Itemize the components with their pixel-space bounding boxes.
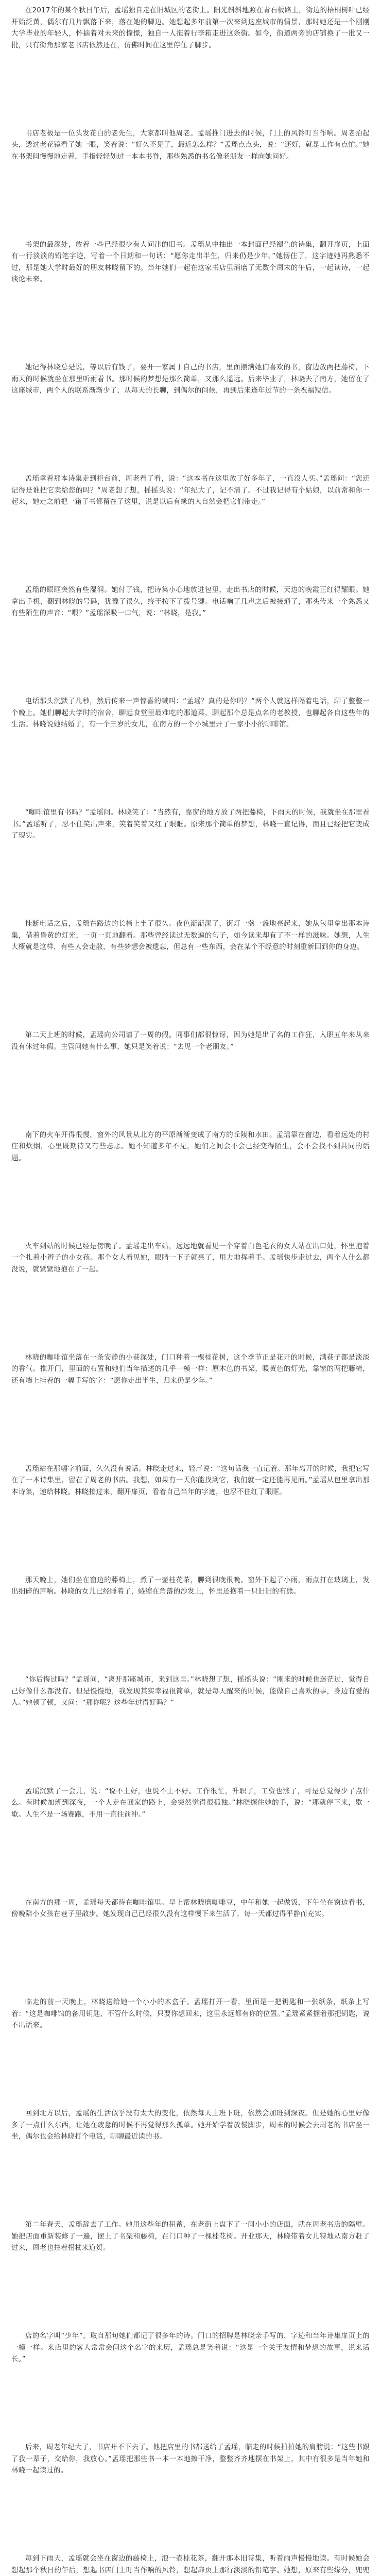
paragraph-18: 在南方的那一周，孟瑶每天都待在咖啡馆里。早上帮林晓磨咖啡豆，中午和她一起做饭，下午坐在窗边看书，傍晚陪小女孩在巷子里散步。她发现自己已经很久没有这样慢下来生活了，每一天都过得平静而充实。 [11,1899,370,1919]
paragraph-24: 每到下雨天，孟瑶就会坐在窗边的藤椅上，泡一壶桂花茶，翻开那本旧诗集，听着雨声慢慢地读。有时候她会想起那个秋日的午后，想起书店门上叮当作响的风铃，想起扉页上那行淡淡的铅笔字。她想，原来有些缘分，兜兜 [11,2555,370,2574]
paragraph-20: 回到北方以后，孟瑶的生活似乎没有太大的变化，依然每天上班下班，依然会加班到深夜。但是她的心里好像多了一点什么东西，让她在疲惫的时候不再觉得那么孤单。她开始学着放慢脚步，周末的时候会去周老的书店坐一坐，偶尔也会给林晓打个电话，聊聊最近读的书。 [11,2110,370,2141]
paragraph-9: 挂断电话之后，孟瑶在路边的长椅上坐了很久。夜色渐渐深了，街灯一盏一盏地亮起来，她从包里拿出那本诗集，借着昏黄的灯光，一页一页地翻看。那些曾经读过无数遍的句子，如今读来却有了不一样的滋味。她想，人生大概就是这样，有些人会走散，有些梦想会被遗忘，但总有一些东西，会在某个不经意的时刻重新回到你的身边。 [11,920,370,952]
paragraph-5: 孟瑶拿着那本诗集走到柜台前，周老看了看，说：“这本书在这里放了好多年了，一直没人买。”孟瑶问：“您还记得是谁把它卖给您的吗？”周老想了想，摇摇头说：“年纪大了，记不清了。不过我记得有个姑娘，以前常和你一起来，她走之前把一箱子书都留在了这里，说是以后有缘的人自然会把它们带走。” [11,475,370,506]
paragraph-3: 书架的最深处，放着一些已经很少有人问津的旧书。孟瑶从中抽出一本封面已经褪色的诗集，翻开扉页，上面有一行淡淡的铅笔字迹，写着一个日期和一句话：“愿你走出半生，归来仍是少年。”她愣住了，这字迹她再熟悉不过，那是她大学时最好的朋友林晓留下的。当年她们一起在这家书店里消磨了无数个周末的午后，一起读诗，一起谈论未来。 [11,241,370,284]
paragraph-10: 第二天上班的时候，孟瑶向公司请了一周的假。同事们都很惊讶，因为她是出了名的工作狂，入职五年来从来没有休过年假。主管问她有什么事，她只是笑着说：“去见一个老朋友。” [11,1031,370,1051]
paragraph-19: 临走的前一天晚上，林晓送给她一个小小的木盒子。孟瑶打开一看，里面是一把钥匙和一张纸条，纸条上写着：“这是咖啡馆的备用钥匙，不管什么时候，只要你想回来，这里永远都有你的位置。”孟瑶紧紧握着那把钥匙，说不出话来。 [11,1998,370,2030]
paragraph-21: 第二年春天，孟瑶辞去了工作。她用这些年的积蓄，在老街上盘下了一间小小的店面，就在周老书店的隔壁。她把店面重新装修了一遍，摆上了书架和藤椅，在门口种了一棵桂花树。开业那天，林晓带着女儿特地从南方赶了过来，周老也拄着拐杖来道贺。 [11,2221,370,2252]
paragraph-15: 那天晚上，她们坐在窗边的藤椅上，煮了一壶桂花茶，聊到很晚很晚。窗外下起了小雨，雨点打在玻璃上，发出细碎的声响。林晓的女儿已经睡着了，蜷缩在角落的沙发上，怀里还抱着一只旧旧的布熊。 [11,1576,370,1596]
paragraph-1: 在2017年的某个秋日午后，孟瑶独自走在旧城区的老街上。阳光斜斜地照在青石板路上，街边的梧桐树叶已经开始泛黄，偶尔有几片飘落下来，落在她的脚边。她想起多年前第一次来到这座城市的情景，那时她还是一个刚刚大学毕业的年轻人，怀揣着对未来的憧憬，独自一人拖着行李箱走进这条街。如今，街道两旁的店铺换了一批又一批，只有街角那家老书店依然还在，仿佛时间在这里停住了脚步。 [11,7,370,49]
paragraph-17: 孟瑶沉默了一会儿，说：“说不上好，也说不上不好。工作很忙，升职了，工资也涨了，可是总觉得少了点什么。有时候加班到深夜，一个人走在回家的路上，会突然觉得很孤独。”林晓握住她的手，说：“那就停下来，歇一歇。人生不是一场赛跑，不用一直往前冲。” [11,1787,370,1819]
paragraph-6: 孟瑶的眼眶突然有些湿润。她付了钱，把诗集小心地放进包里，走出书店的时候，天边的晚霞正红得耀眼。她拿出手机，翻到林晓的号码，犹豫了很久，终于按下了拨号键。电话响了几声之后被接通了，那头传来一个熟悉又有些陌生的声音：“喂？”孟瑶深吸一口气，说：“林晓，是我。” [11,586,370,618]
paragraph-13: 林晓的咖啡馆坐落在一条安静的小巷深处，门口种着一棵桂花树，这个季节正是花开的时候，满巷子都是淡淡的香气。推开门，里面的布置和她们当年描述的几乎一模一样：原木色的书架，暖黄色的灯光，靠窗的两把藤椅，还有墙上挂着的一幅手写的字：“愿你走出半生，归来仍是少年。” [11,1353,370,1385]
paragraph-22: 店的名字叫“少年”，取自那句她们都记了很多年的诗。门口的招牌是林晓亲手写的，字迹和当年诗集扉页上的一模一样。来店里的客人常常会问这个名字的来历，孟瑶总是笑着说：“这是一个关于友情和梦想的故事，说来话长。” [11,2332,370,2364]
paragraph-11: 南下的火车开得很慢，窗外的风景从北方的平原渐渐变成了南方的丘陵和水田。孟瑶靠在窗边，看着远处的村庄和炊烟，心里既期待又有些忐忑。她不知道多年不见，她们之间会不会已经变得陌生，会不会找不到共同的话题。 [11,1131,370,1162]
paragraph-12: 火车到站的时候已经是傍晚了。孟瑶走出车站，远远地就看见一个穿着白色毛衣的女人站在出口处，怀里抱着一个扎着小辫子的小女孩。那个女人看见她，眼睛一下子就亮了，用力地挥着手。孟瑶快步走过去，两个人什么都没说，就紧紧地抱在了一起。 [11,1242,370,1274]
paragraph-14: 孟瑶站在那幅字前面，久久没有说话。林晓走过来，轻声说：“这句话我一直记着。那年离开的时候，我把它写在了一本诗集里，留在了周老的书店。我想，如果有一天你能找到它，我们就一定还能再见面。”孟瑶从包里拿出那本诗集，递给林晓。林晓接过来，翻开扉页，看着自己当年的字迹，也忍不住红了眼眶。 [11,1465,370,1496]
paragraph-2: 书店老板是一位头发花白的老先生，大家都叫他周老。孟瑶推门进去的时候，门上的风铃叮当作响。周老抬起头，透过老花镜看了她一眼，笑着说：“好久不见了，最近怎么样？”孟瑶点点头，说：“还好，就是工作有点忙。”她在书架间慢慢地走着，手指轻轻划过一本本书脊，那些熟悉的书名像老朋友一样向她问好。 [11,129,370,161]
paragraph-4: 她记得林晓总是说，等以后有钱了，要开一家属于自己的书店，里面摆满她们喜欢的书，窗边放两把藤椅，下雨天的时候就坐在那里听雨看书。那时候的梦想是那么简单，又那么遥远。后来毕业了，林晓去了南方，她留在了这座城市，两个人的联系渐渐少了，从每天的长聊，到偶尔的问候，再到后来逢年过节的一条祝福短信。 [11,364,370,395]
paragraph-7: 电话那头沉默了几秒，然后传来一声惊喜的喊叫：“孟瑶？真的是你吗？”两个人就这样隔着电话，聊了整整一个晚上。她们聊起大学时的宿舍，聊起食堂里最难吃的那道菜，聊起那个总是点名的老教授，也聊起各自这些年的生活。林晓说她结婚了，有一个三岁的女儿，在南方的一个小城里开了一家小小的咖啡馆。 [11,698,370,729]
paragraph-16: “你后悔过吗？”孟瑶问，“离开那座城市，来到这里。”林晓想了想，摇摇头说：“刚来的时候也迷茫过，觉得自己好像什么都没有。但是慢慢地，我发现其实幸福很简单，就是每天醒来的时候，能做自己喜欢的事，身边有爱的人。”她顿了顿，又问：“那你呢？这些年过得好吗？” [11,1676,370,1707]
paragraph-23: 后来，周老年纪大了，书店开不下去了。他把店里的书都送给了孟瑶，临走的时候拍拍她的肩膀说：“这些书跟了我一辈子，交给你，我放心。”孟瑶把那些书一本一本地擦干净，整整齐齐地摆在书架上，其中有很多是当年她和林晓一起读过的。 [11,2444,370,2475]
paragraph-8: “咖啡馆里有书吗？”孟瑶问。林晓笑了：“当然有，靠窗的地方放了两把藤椅，下雨天的时候，我就坐在那里看书。”孟瑶听了，忍不住笑出声来，笑着笑着又红了眼眶。原来那个简单的梦想，林晓一直记得，而且已经把它变成了现实。 [11,809,370,840]
